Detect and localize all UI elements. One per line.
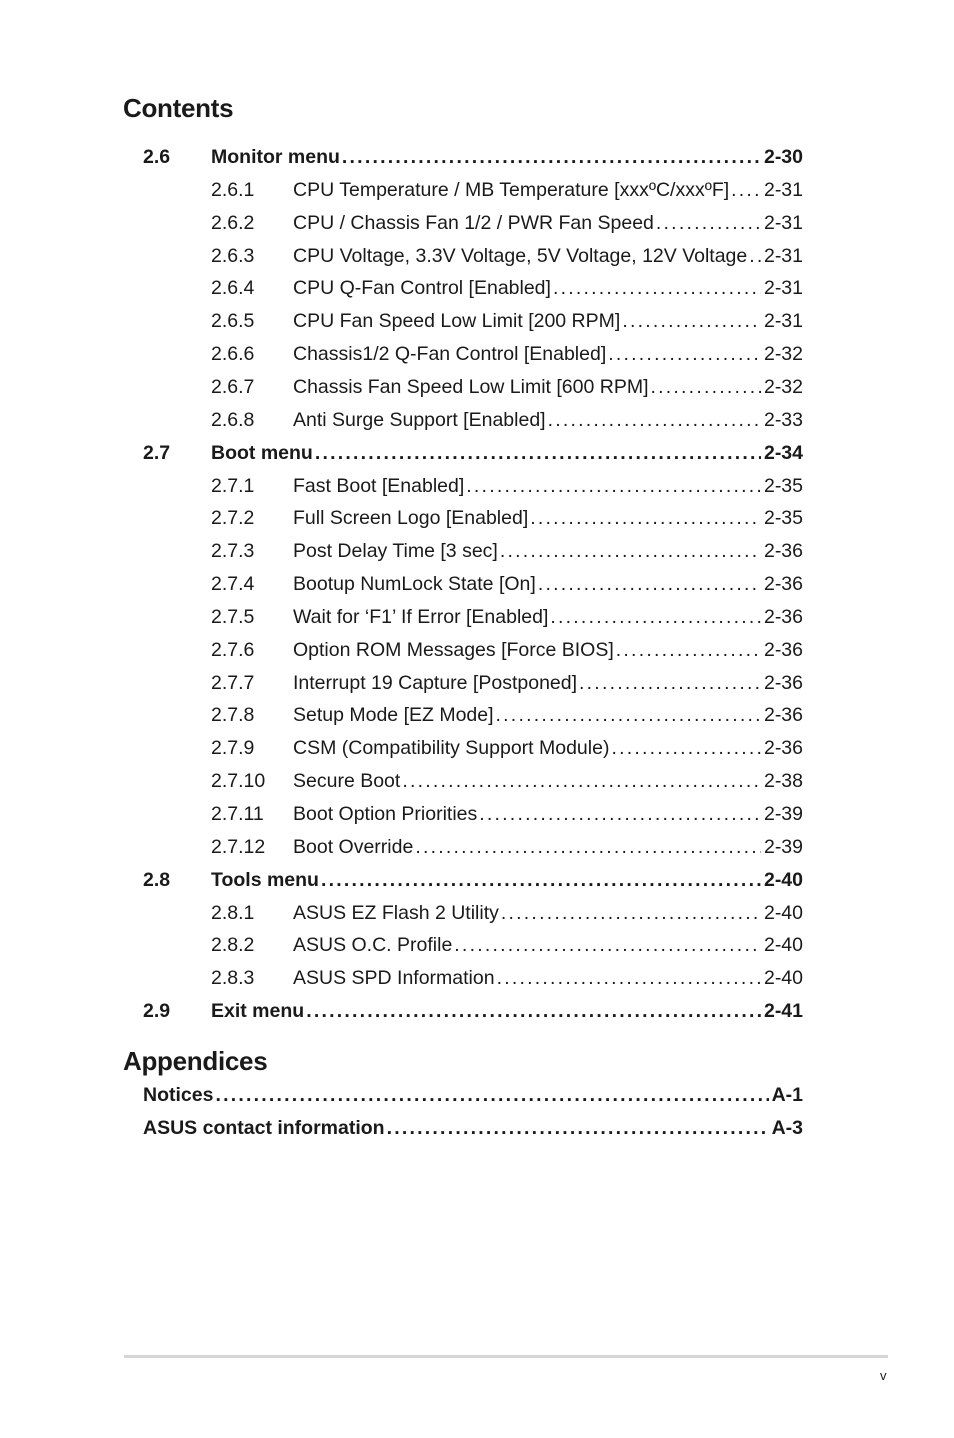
dot-leader [306, 999, 761, 1023]
toc-entry [0, 342, 954, 366]
toc-entry [0, 506, 954, 530]
toc-entry-line [293, 211, 803, 235]
dot-leader [415, 835, 761, 859]
toc-entry-title: ASUS EZ Flash 2 Utility [293, 901, 499, 924]
toc-entry-line [293, 605, 803, 629]
toc-entry-page: 2-40 [763, 901, 803, 924]
dot-leader [402, 769, 761, 793]
toc-entry-title: Anti Surge Support [Enabled] [293, 408, 546, 431]
toc-entry-number: 2.7.5 [211, 605, 255, 628]
toc-entry-page: 2-36 [763, 605, 803, 628]
dot-leader [215, 1083, 768, 1107]
dot-leader [616, 638, 761, 662]
toc-entry-line [143, 1083, 803, 1107]
toc-entry-number: 2.6.8 [211, 408, 255, 431]
toc-entry [0, 802, 954, 826]
appendices-heading: Appendices [123, 1046, 268, 1076]
dot-leader [501, 901, 761, 925]
toc-entry-number: 2.7.3 [211, 540, 255, 563]
toc-entry-line [211, 441, 803, 465]
toc-entry [0, 736, 954, 760]
toc-entry-line [293, 178, 803, 202]
dot-leader [550, 605, 761, 629]
dot-leader [579, 671, 761, 695]
toc-entry-page: 2-40 [763, 868, 803, 891]
dot-leader [496, 703, 761, 727]
toc-entry-title: ASUS O.C. Profile [293, 934, 453, 957]
toc-entry-number: 2.8.3 [211, 967, 255, 990]
toc-entry-page: 2-36 [763, 704, 803, 727]
toc-entry [0, 966, 954, 990]
dot-leader [466, 474, 761, 498]
toc-entry-page: 2-38 [763, 770, 803, 793]
toc-entry-number: 2.7.7 [211, 671, 255, 694]
toc-entry [0, 703, 954, 727]
toc-entry-page: 2-39 [763, 803, 803, 825]
toc-entry-line [211, 868, 803, 892]
toc-entry-number: 2.9 [143, 1000, 171, 1023]
toc-entry-number: 2.7.2 [211, 507, 255, 530]
toc-entry-number: 2.6.2 [211, 211, 255, 234]
dot-leader [611, 736, 761, 760]
toc-entry [0, 474, 954, 498]
dot-leader [479, 802, 761, 826]
toc-entry [0, 999, 954, 1023]
toc-entry-page: 2-36 [763, 737, 803, 760]
toc-entry-line [293, 408, 803, 432]
toc-entry-number: 2.7.12 [211, 835, 266, 858]
toc-entry-title: CSM (Compatibility Support Module) [293, 737, 610, 760]
toc-entry [0, 835, 954, 859]
toc-entry-title: Secure Boot [293, 770, 401, 793]
dot-leader [749, 244, 761, 268]
toc-entry-title: Notices [143, 1084, 214, 1106]
toc-entry [0, 605, 954, 629]
toc-entry-title: CPU Voltage, 3.3V Voltage, 5V Voltage, 12V Voltage [293, 244, 748, 267]
toc-entry-line [293, 769, 803, 793]
toc-entry-title: Full Screen Logo [Enabled] [293, 507, 529, 530]
toc-entry-page: A-1 [771, 1084, 803, 1106]
footer-divider [124, 1355, 888, 1358]
toc-entry-title: Tools menu [211, 868, 319, 891]
toc-entry-title: Monitor menu [211, 146, 340, 168]
toc-entry-page: 2-31 [763, 244, 803, 267]
toc-entry-title: Fast Boot [Enabled] [293, 474, 465, 497]
toc-entry-title: Boot menu [211, 441, 313, 464]
dot-leader [387, 1116, 769, 1140]
toc-entry-line [211, 999, 803, 1023]
toc-entry-line [293, 539, 803, 563]
toc-entry-number: 2.7 [143, 441, 171, 464]
contents-heading: Contents [123, 93, 234, 123]
toc-entry-number: 2.7.8 [211, 704, 255, 727]
toc-entry [0, 211, 954, 235]
toc-entry-page: 2-40 [763, 934, 803, 957]
toc-entry [0, 1116, 954, 1140]
toc-entry-title: Chassis1/2 Q-Fan Control [Enabled] [293, 343, 607, 366]
toc-entry-title: Wait for ‘F1’ If Error [Enabled] [293, 605, 549, 628]
toc-entry-line [293, 638, 803, 662]
toc-entry-title: Option ROM Messages [Force BIOS] [293, 638, 614, 661]
toc-entry-title: ASUS SPD Information [293, 967, 495, 990]
toc-entry-title: CPU Q-Fan Control [Enabled] [293, 277, 551, 300]
dot-leader [731, 178, 761, 202]
toc-entry [0, 309, 954, 333]
toc-entry-line [293, 901, 803, 925]
toc-entry-title: Post Delay Time [3 sec] [293, 540, 498, 563]
toc-entry [0, 244, 954, 268]
toc-entry-line [293, 342, 803, 366]
toc-entry-number: 2.8 [143, 868, 171, 891]
toc-entry-number: 2.7.1 [211, 474, 255, 497]
page-number: v [880, 1368, 887, 1383]
toc-entry-title: CPU / Chassis Fan 1/2 / PWR Fan Speed [293, 211, 654, 234]
toc-entry [0, 145, 954, 169]
toc-entry-page: 2-36 [763, 638, 803, 661]
toc-entry-title: ASUS contact information [143, 1117, 385, 1139]
dot-leader [497, 966, 761, 990]
toc-entry-number: 2.7.9 [211, 737, 255, 760]
toc-entry-line [293, 572, 803, 596]
toc-entry [0, 769, 954, 793]
toc-entry-line [293, 736, 803, 760]
dot-leader [321, 868, 761, 892]
toc-entry [0, 375, 954, 399]
dot-leader [651, 375, 761, 399]
toc-entry-page: 2-31 [763, 178, 803, 201]
dot-leader [315, 441, 761, 465]
toc-entry-number: 2.8.1 [211, 901, 255, 924]
toc-entry-line [293, 309, 803, 333]
dot-leader [500, 539, 761, 563]
toc-entry-page: 2-30 [763, 146, 803, 168]
toc-entry-title: Bootup NumLock State [On] [293, 573, 536, 596]
toc-entry-number: 2.6.1 [211, 178, 255, 201]
toc-entry-number: 2.6.4 [211, 277, 255, 300]
toc-entry-page: 2-41 [763, 1000, 803, 1023]
toc-entry-number: 2.7.10 [211, 770, 266, 793]
dot-leader [553, 276, 761, 300]
toc-entry-number: 2.6.5 [211, 310, 255, 333]
toc-entry [0, 933, 954, 957]
toc-entry-title: Interrupt 19 Capture [Postponed] [293, 671, 578, 694]
toc-entry-line [293, 671, 803, 695]
toc-entry-title: CPU Fan Speed Low Limit [200 RPM] [293, 310, 621, 333]
toc-entry [0, 572, 954, 596]
toc-entry-page: 2-31 [763, 277, 803, 300]
toc-entry [0, 868, 954, 892]
toc-entry-page: 2-32 [763, 375, 803, 398]
toc-entry [0, 671, 954, 695]
toc-entry-line [293, 703, 803, 727]
toc-entry-page: 2-39 [763, 835, 803, 858]
toc-entry-page: 2-35 [763, 507, 803, 530]
toc-entry-line [143, 1116, 803, 1140]
toc-entry-page: 2-31 [763, 211, 803, 234]
toc-entry-line [293, 506, 803, 530]
toc-entry-title: Exit menu [211, 1000, 305, 1023]
toc-entry-page: 2-32 [763, 343, 803, 366]
toc-entry-line [293, 835, 803, 859]
toc-entry-line [293, 244, 803, 268]
toc-entry-page: 2-36 [763, 573, 803, 596]
toc-entry-line [293, 966, 803, 990]
toc-entry-page: A-3 [771, 1117, 803, 1139]
dot-leader [548, 408, 761, 432]
toc-entry [0, 178, 954, 202]
toc-entry-page: 2-34 [763, 441, 803, 464]
toc-entry-line [293, 933, 803, 957]
toc-entry-page: 2-36 [763, 540, 803, 563]
toc-entry-page: 2-40 [763, 967, 803, 990]
dot-leader [656, 211, 761, 235]
toc-entry-number: 2.6.6 [211, 343, 255, 366]
toc-entry-page: 2-35 [763, 474, 803, 497]
toc-entry-title: CPU Temperature / MB Temperature [xxxºC/xxxºF] [293, 178, 730, 201]
toc-entry-number: 2.7.11 [211, 803, 264, 825]
toc-entry-number: 2.8.2 [211, 934, 255, 957]
toc-entry-number: 2.7.4 [211, 573, 255, 596]
toc-entry-line [293, 375, 803, 399]
toc-entry [0, 276, 954, 300]
dot-leader [530, 506, 761, 530]
toc-entry-line [293, 802, 803, 826]
toc-entry-line [293, 474, 803, 498]
toc-entry [0, 441, 954, 465]
toc-entry-line [293, 276, 803, 300]
dot-leader [454, 933, 761, 957]
toc-entry-number: 2.6 [143, 146, 171, 168]
toc-entry-page: 2-36 [763, 671, 803, 694]
toc-entry-number: 2.6.7 [211, 375, 255, 398]
toc-entry-line [211, 145, 803, 169]
toc-entry [0, 638, 954, 662]
toc-entry-title: Boot Option Priorities [293, 803, 478, 825]
toc-entry-number: 2.7.6 [211, 638, 255, 661]
toc-entry [0, 539, 954, 563]
toc-entry-title: Boot Override [293, 835, 414, 858]
toc-entry-page: 2-33 [763, 408, 803, 431]
toc-entry [0, 408, 954, 432]
dot-leader [608, 342, 761, 366]
toc-entry-number: 2.6.3 [211, 244, 255, 267]
toc-entry-page: 2-31 [763, 310, 803, 333]
dot-leader [622, 309, 761, 333]
dot-leader [538, 572, 761, 596]
toc-entry [0, 901, 954, 925]
dot-leader [342, 145, 761, 169]
toc-entry-title: Setup Mode [EZ Mode] [293, 704, 494, 727]
toc-entry [0, 1083, 954, 1107]
toc-entry-title: Chassis Fan Speed Low Limit [600 RPM] [293, 375, 649, 398]
